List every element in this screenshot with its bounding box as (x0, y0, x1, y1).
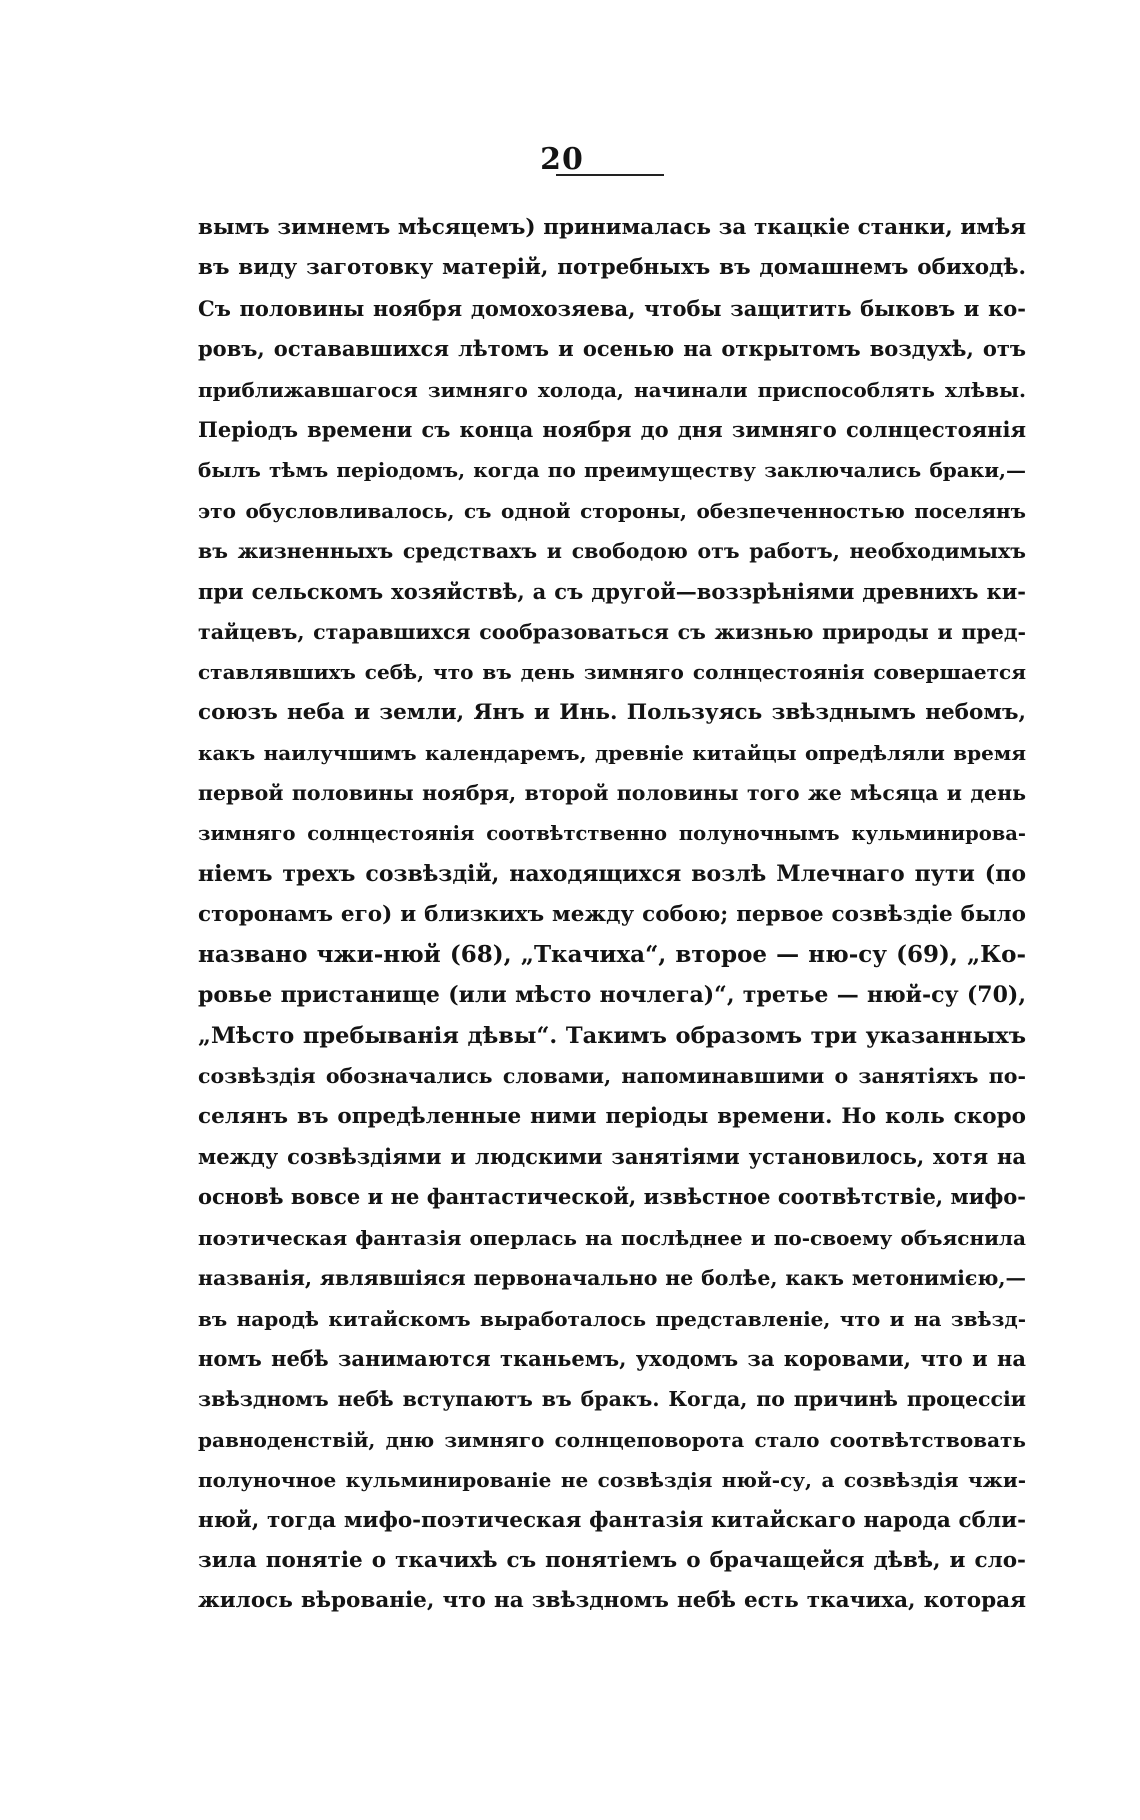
text-line: союзъ неба и земли, Янъ и Инь. Пользуясь звѣзднымъ небомъ, (198, 699, 1026, 725)
text-line: въ виду заготовку матерій, потребныхъ въ домашнемъ обиходѣ. (198, 255, 1026, 281)
text-line: первой половины ноября, второй половины того же мѣсяца и день (198, 781, 1026, 806)
text-line: ровье пристанище (или мѣсто ночлега)“, третье — нюй-су (70), (198, 982, 1026, 1009)
text-line: тайцевъ, старавшихся сообразоваться съ жизнью природы и пред- (198, 619, 1026, 644)
page-header (0, 142, 1140, 177)
text-line: названія, являвшіяся первоначально не болѣе, какъ метонимією,— (198, 1266, 1026, 1291)
text-line: приближавшагося зимняго холода, начинали приспособлять хлѣвы. (198, 377, 1026, 402)
text-line: созвѣздія обозначались словами, напоминавшими о занятіяхъ по- (198, 1064, 1026, 1089)
text-line: былъ тѣмъ періодомъ, когда по преимуществу заключались браки,— (198, 458, 1026, 483)
text-line: вымъ зимнемъ мѣсяцемъ) принималась за ткацкіе станки, имѣя (198, 215, 1026, 240)
text-line: зимняго солнцестоянія соотвѣтственно полуночнымъ кульминирова- (198, 821, 1026, 845)
text-line: въ жизненныхъ средствахъ и свободою отъ работъ, необходимыхъ (198, 539, 1026, 564)
text-line: равноденствій, дню зимняго солнцеповорота стало соотвѣтствовать (198, 1427, 1026, 1452)
text-line: „Мѣсто пребыванія дѣвы“. Такимъ образомъ три указанныхъ (198, 1022, 1026, 1049)
text-line: селянъ въ опредѣленные ними періоды времени. Но коль скоро (198, 1103, 1026, 1129)
page-number: 20 (540, 142, 584, 177)
text-line: ставлявшихъ себѣ, что въ день зимняго солнцестоянія совершается (198, 660, 1026, 685)
text-line: полуночное кульминированіе не созвѣздія нюй-су, а созвѣздія чжи- (198, 1468, 1026, 1493)
header-rule (556, 174, 664, 176)
text-line: поэтическая фантазія оперлась на послѣднее и по-своему объяснила (198, 1225, 1026, 1250)
text-line: сторонамъ его) и близкихъ между собою; первое созвѣздіе было (198, 901, 1026, 927)
text-line: Съ половины ноября домохозяева, чтобы защитить быковъ и ко- (198, 295, 1026, 321)
text-line: между созвѣздіями и людскими занятіями установилось, хотя на (198, 1143, 1026, 1169)
text-line: Періодъ времени съ конца ноября до дня зимняго солнцестоянія (198, 416, 1026, 442)
text-line: какъ наилучшимъ календаремъ, древніе китайцы опредѣляли время (198, 741, 1026, 766)
text-line: жилось вѣрованіе, что на звѣздномъ небѣ есть ткачиха, которая (198, 1588, 1026, 1614)
body-text (198, 208, 1026, 1622)
text-line: названо чжи-нюй (68), „Ткачиха“, второе — ню-су (69), „Ко- (198, 941, 1026, 969)
text-line: ровъ, остававшихся лѣтомъ и осенью на открытомъ воздухѣ, отъ (198, 336, 1026, 362)
text-line: номъ небѣ занимаются тканьемъ, уходомъ за коровами, что и на (198, 1345, 1026, 1371)
text-line: нюй, тогда мифо-поэтическая фантазія китайскаго народа сбли- (198, 1507, 1026, 1533)
text-line: основѣ вовсе и не фантастической, извѣстное соотвѣтствіе, мифо- (198, 1184, 1026, 1210)
text-line: зила понятіе о ткачихѣ съ понятіемъ о брачащейся дѣвѣ, и сло- (198, 1547, 1026, 1573)
text-line: звѣздномъ небѣ вступаютъ въ бракъ. Когда, по причинѣ процессіи (198, 1387, 1026, 1412)
text-line: при сельскомъ хозяйствѣ, а съ другой—воззрѣніями древнихъ ки- (198, 578, 1026, 604)
text-line: въ народѣ китайскомъ выработалось представленіе, что и на звѣзд- (198, 1306, 1026, 1331)
text-line: это обусловливалось, съ одной стороны, обезпеченностью поселянъ (198, 498, 1026, 523)
text-line: ніемъ трехъ созвѣздій, находящихся возлѣ Млечнаго пути (по (198, 861, 1026, 888)
